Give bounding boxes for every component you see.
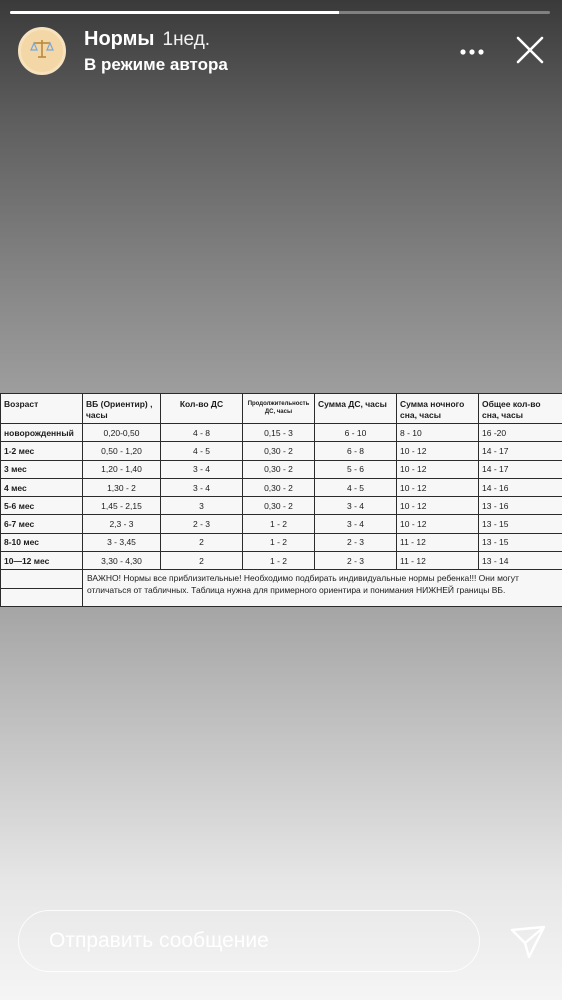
more-button[interactable] xyxy=(458,38,486,66)
table-row xyxy=(1,424,562,442)
header-nap-total: Сумма ДС, часы xyxy=(315,394,397,424)
table-cell: 2 - 3 xyxy=(161,515,243,533)
table-cell: 8-10 мес xyxy=(1,533,83,551)
table-cell: 3 мес xyxy=(1,460,83,478)
table-cell: 4 - 5 xyxy=(161,442,243,460)
table-cell: 1,45 - 2,15 xyxy=(83,497,161,515)
header-wake-window: ВБ (Ориентир) , часы xyxy=(83,394,161,424)
table-cell: 2 - 3 xyxy=(315,552,397,570)
table-cell: 11 - 12 xyxy=(397,533,479,551)
reply-bar xyxy=(18,908,548,974)
table-cell: 3 - 4 xyxy=(315,515,397,533)
header-naps-count: Кол-во ДС xyxy=(161,394,243,424)
header-total-sleep: Общее кол-во сна, часы xyxy=(479,394,562,424)
table-cell: 3 - 4 xyxy=(315,497,397,515)
table-body xyxy=(1,424,562,607)
table-cell: 6 - 8 xyxy=(315,442,397,460)
story-time: 1нед. xyxy=(162,28,211,50)
table-cell: 13 - 14 xyxy=(479,552,562,570)
table-header-row xyxy=(1,394,562,424)
table-cell: 13 - 15 xyxy=(479,533,562,551)
table-cell: 0,20-0,50 xyxy=(83,424,161,442)
table-cell: 14 - 16 xyxy=(479,478,562,496)
table-row xyxy=(1,552,562,570)
table-cell: 1 - 2 xyxy=(243,533,315,551)
send-button[interactable] xyxy=(508,922,548,962)
table-cell: 3,30 - 4,30 xyxy=(83,552,161,570)
table-cell: 16 -20 xyxy=(479,424,562,442)
table-cell: 0,50 - 1,20 xyxy=(83,442,161,460)
table-cell: 14 - 17 xyxy=(479,442,562,460)
table-cell: 1 - 2 xyxy=(243,515,315,533)
avatar[interactable] xyxy=(18,27,66,75)
table-cell: 4 мес xyxy=(1,478,83,496)
table-cell: 3 xyxy=(161,497,243,515)
table-cell: 6 - 10 xyxy=(315,424,397,442)
header-nap-duration: Продолжительность ДС, часы xyxy=(243,394,315,424)
table-cell: 1-2 мес xyxy=(1,442,83,460)
table-cell: 10—12 мес xyxy=(1,552,83,570)
send-icon xyxy=(508,949,548,966)
story-header xyxy=(18,26,548,76)
table-cell: 0,30 - 2 xyxy=(243,497,315,515)
table-cell: 4 - 5 xyxy=(315,478,397,496)
table-cell: 3 - 3,45 xyxy=(83,533,161,551)
table-cell: 13 - 15 xyxy=(479,515,562,533)
table-cell: 1,30 - 2 xyxy=(83,478,161,496)
close-button[interactable] xyxy=(512,32,548,68)
table-cell: 1,20 - 1,40 xyxy=(83,460,161,478)
sleep-norms-table xyxy=(0,393,562,607)
table-row xyxy=(1,533,562,551)
table-cell: 2,3 - 3 xyxy=(83,515,161,533)
table-row xyxy=(1,460,562,478)
table-note-row xyxy=(1,570,562,589)
table-cell-empty xyxy=(1,588,83,607)
table-cell: 4 - 8 xyxy=(161,424,243,442)
table-cell-empty xyxy=(1,570,83,589)
table-note: ВАЖНО! Нормы все приблизительные! Необходимо подбирать индивидуальные нормы ребенка!!! Они могут отличаться от табличных. Таблица нужна для примерного ориентира и понимания НИЖНЕЙ границы ВБ. xyxy=(83,570,562,607)
table-cell: 1 - 2 xyxy=(243,552,315,570)
table-cell: 5-6 мес xyxy=(1,497,83,515)
user-name[interactable]: Нормы xyxy=(84,27,155,50)
table-row xyxy=(1,442,562,460)
story-progress-fill xyxy=(10,11,339,14)
table-row xyxy=(1,497,562,515)
close-icon xyxy=(512,55,548,72)
table-cell: 10 - 12 xyxy=(397,478,479,496)
scales-icon xyxy=(29,36,55,67)
more-dots-icon xyxy=(459,43,485,61)
header-night-sleep: Сумма ночного сна, часы xyxy=(397,394,479,424)
table-cell: 0,30 - 2 xyxy=(243,460,315,478)
table-cell: 0,30 - 2 xyxy=(243,442,315,460)
table-cell: 10 - 12 xyxy=(397,460,479,478)
table-cell: 10 - 12 xyxy=(397,442,479,460)
table-cell: 11 - 12 xyxy=(397,552,479,570)
table-cell: 2 - 3 xyxy=(315,533,397,551)
table-cell: новорожденный xyxy=(1,424,83,442)
table-cell: 0,15 - 3 xyxy=(243,424,315,442)
table-cell: 14 - 17 xyxy=(479,460,562,478)
table-row xyxy=(1,515,562,533)
message-input[interactable] xyxy=(18,910,480,972)
table-cell: 13 - 16 xyxy=(479,497,562,515)
table-cell: 8 - 10 xyxy=(397,424,479,442)
story-progress-bar xyxy=(10,11,550,14)
table-cell: 2 xyxy=(161,552,243,570)
table-row xyxy=(1,478,562,496)
table-cell: 3 - 4 xyxy=(161,478,243,496)
table-cell: 0,30 - 2 xyxy=(243,478,315,496)
table-cell: 3 - 4 xyxy=(161,460,243,478)
story-image-sleep-table xyxy=(0,393,562,606)
author-mode-label: В режиме автора xyxy=(84,54,228,74)
table-cell: 10 - 12 xyxy=(397,515,479,533)
story-meta xyxy=(84,28,228,75)
table-cell: 10 - 12 xyxy=(397,497,479,515)
table-cell: 5 - 6 xyxy=(315,460,397,478)
table-cell: 6-7 мес xyxy=(1,515,83,533)
header-age: Возраст xyxy=(1,394,83,424)
table-cell: 2 xyxy=(161,533,243,551)
